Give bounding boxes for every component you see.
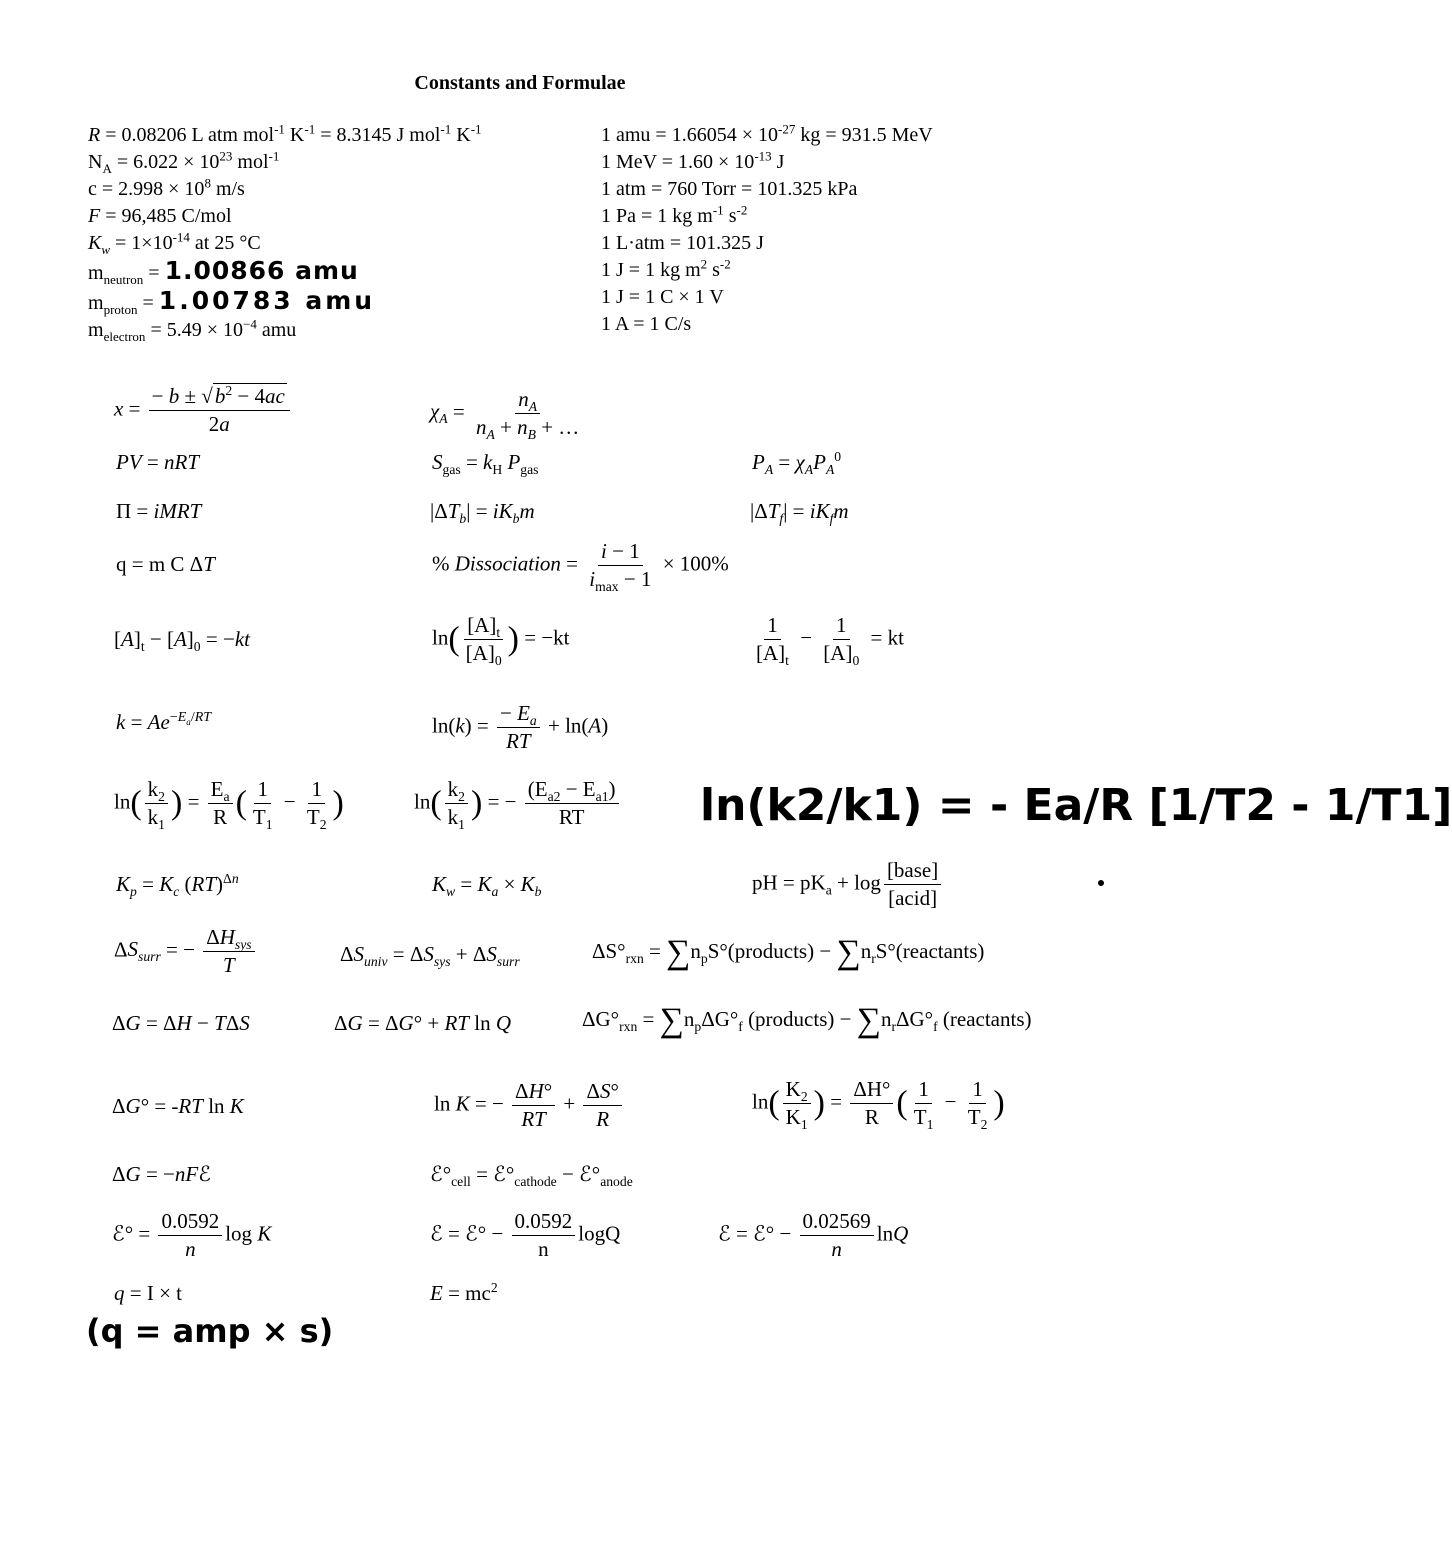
formula-mole-fraction: $\chi_A$ = $\frac{n_A}{n_A + n_B + \dots}$ — [430, 387, 580, 443]
formula-s-rxn: $\Delta S^\circ_{rxn}$ = $\sum n_pS^\circ(products)$ − $\sum n_rS^\circ(reactants)$ — [592, 934, 985, 971]
handwritten-neutron-mass: 1.00866 amu — [164, 256, 359, 285]
const-joule: 1 J = 1 kg $m^2$ $s^{-2}$ — [601, 256, 731, 281]
formula-henry: $S_{gas} = k_H$ $P_{gas}$ — [432, 450, 539, 478]
formula-kp-kc: $K_p = K_c$ (RT)$^{\Delta n}$ — [116, 871, 239, 900]
const-avogadro: $N_A = 6.022 \times 10^{23}$ mol$^{-1}$ — [88, 148, 280, 176]
formula-heat: q = m C ΔT — [116, 552, 215, 576]
const-mev: 1 MeV = $1.60 \times 10^{-13}$ J — [601, 148, 785, 173]
handwritten-proton-mass: 1.00783 amu — [158, 286, 376, 315]
formula-zero-order: $[A]_t - [A]_0 = -kt$ — [114, 627, 250, 655]
formula-henderson: pH = $pK_a + \log$ $\frac{\text{[base]}}{\text{[acid]}}$ — [752, 857, 944, 912]
formula-kw-ka-kb: $K_w = K_a \times K_b$ — [432, 872, 542, 900]
const-ampere: 1 A = 1 C/s — [601, 313, 692, 335]
formula-arrhenius: $k = Ae^{-E_a/RT}$ — [116, 710, 212, 734]
formula-quadratic: x = $\frac{- b \pm √b^2 - 4ac}{2a}$ — [114, 383, 293, 438]
const-atm: 1 atm = 760 Torr = 101.325 kPa — [601, 178, 858, 200]
const-kw: $K_w = 1\times 10^{-14}$ at 25 °C — [88, 229, 261, 257]
formula-ideal-gas: PV = nRT — [116, 450, 200, 474]
const-l-atm: 1 L·atm = 101.325 J — [601, 232, 764, 254]
constants-left — [88, 122, 482, 344]
handwritten-arrhenius: ln(k2/k1) = - Ea/R [1/T2 - 1/T1] — [700, 780, 1452, 831]
formula-two-point-1: ln( $\frac{k_2}{k_1}$ ) = $\frac{E_a}{R}$ ( $\frac{1}{T_1}$ − $\frac{1}{T_2}$ ) — [114, 777, 344, 833]
page-title: Constants and Formulae — [414, 72, 626, 94]
ink-dot — [1098, 880, 1104, 886]
formula-boiling: $|\Delta T_b| = iK_bm$ — [430, 499, 535, 527]
const-faraday: F = 96,485 C/mol — [88, 205, 232, 227]
formula-arrhenius-ln: ln(k) = $\frac{- E_a}{RT}$ + ln(A) — [432, 701, 609, 753]
formula-g-rxn: $\Delta G^\circ_{rxn} = \sum n_p\Delta G^\circ_f$ (products) − $\sum n_r\Delta G^\circ_f$ (reactants) — [582, 1002, 1032, 1039]
formula-nernst-log: ℰ = ℰ° − $\frac{0.0592}{n}$ logQ — [430, 1209, 621, 1261]
const-proton-mass: $m_{proton} = 1.00783$ amu — [88, 286, 376, 317]
const-neutron-mass: $m_{neutron} = 1.00866$ amu — [88, 256, 359, 287]
formula-ln-k: ln K = − $\frac{\Delta H^\circ}{RT}$ + $\frac{\Delta S^\circ}{R}$ — [434, 1078, 625, 1133]
const-pa: 1 Pa = 1 kg $m^{-1}$ $s^{-2}$ — [601, 202, 748, 227]
formula-gibbs: ΔG = ΔH − TΔS — [112, 1011, 250, 1035]
formula-vant-hoff: ln( $\frac{K_2}{K_1}$ ) = $\frac{\Delta H^\circ}{R}$ ( $\frac{1}{T_1}$ − $\frac{1}{T_2}$ ) — [752, 1077, 1005, 1133]
const-joule-cv: 1 J = 1 C × 1 V — [601, 286, 724, 308]
formula-gibbs-q: ΔG = ΔG° + RT ln Q — [334, 1011, 511, 1035]
formula-mass-energy: $E = mc^2$ — [430, 1280, 498, 1305]
formula-g-k: ΔG° = -RT ln K — [112, 1094, 244, 1118]
formula-e-log-k: ℰ° = $\frac{0.0592}{n}$ log K — [112, 1209, 272, 1261]
const-gas-constant: R = 0.08206 L atm mol$^{-1}$ $K^{-1} = 8.3145$ J mol$^{-1}$ $K^{-1}$ — [88, 121, 482, 146]
formula-g-nfe: ΔG = −nFℰ — [112, 1162, 211, 1186]
formula-freezing: $|\Delta T_f| = iK_fm$ — [750, 499, 849, 527]
handwritten-q-note: (q = amp × s) — [86, 1312, 334, 1350]
formula-nernst-ln: ℰ = ℰ° − $\frac{0.02569}{n}$ lnQ — [718, 1209, 909, 1261]
formula-e-cell: $ℰ^\circ_{cell}$ = $ℰ^\circ_{cathode}$ − $ℰ^\circ_{anode}$ — [430, 1162, 633, 1190]
formula-raoult: $P_A = \chi_AP_A^0$ — [752, 449, 842, 478]
formula-first-order: ln( $\frac{[A]_t}{[A]_0}$ ) = −kt — [432, 613, 570, 669]
formula-two-point-2: ln( $\frac{k_2}{k_1}$ ) = − $\frac{(E_{a2} - E_{a1})}{RT}$ — [414, 776, 622, 831]
const-electron-mass: $m_{electron} = 5.49 \times 10^{-4}$ amu — [88, 316, 297, 344]
formula-charge: q = I × t — [114, 1281, 183, 1305]
formula-s-surr: $\Delta S_{surr}$ = − $\frac{\Delta H_{sys}}{T}$ — [114, 924, 258, 979]
formula-osmotic: Π = iMRT — [116, 499, 202, 523]
formula-s-univ: $\Delta S_{univ} = \Delta S_{sys} + \Delta S_{surr}$ — [340, 942, 520, 970]
formula-dissociation: % Dissociation = $\frac{i - 1}{i_{max} - 1}$ × 100% — [432, 539, 729, 595]
const-speed-of-light: $c = 2.998 \times 10^8$ m/s — [88, 175, 245, 200]
const-amu: 1 amu = $1.66054 \times 10^{-27}$ kg = 931.5 MeV — [601, 121, 933, 146]
constants-right — [601, 122, 933, 338]
formula-second-order: $\frac{1}{[A]_t}$ − $\frac{1}{[A]_0}$ = kt — [756, 613, 904, 669]
